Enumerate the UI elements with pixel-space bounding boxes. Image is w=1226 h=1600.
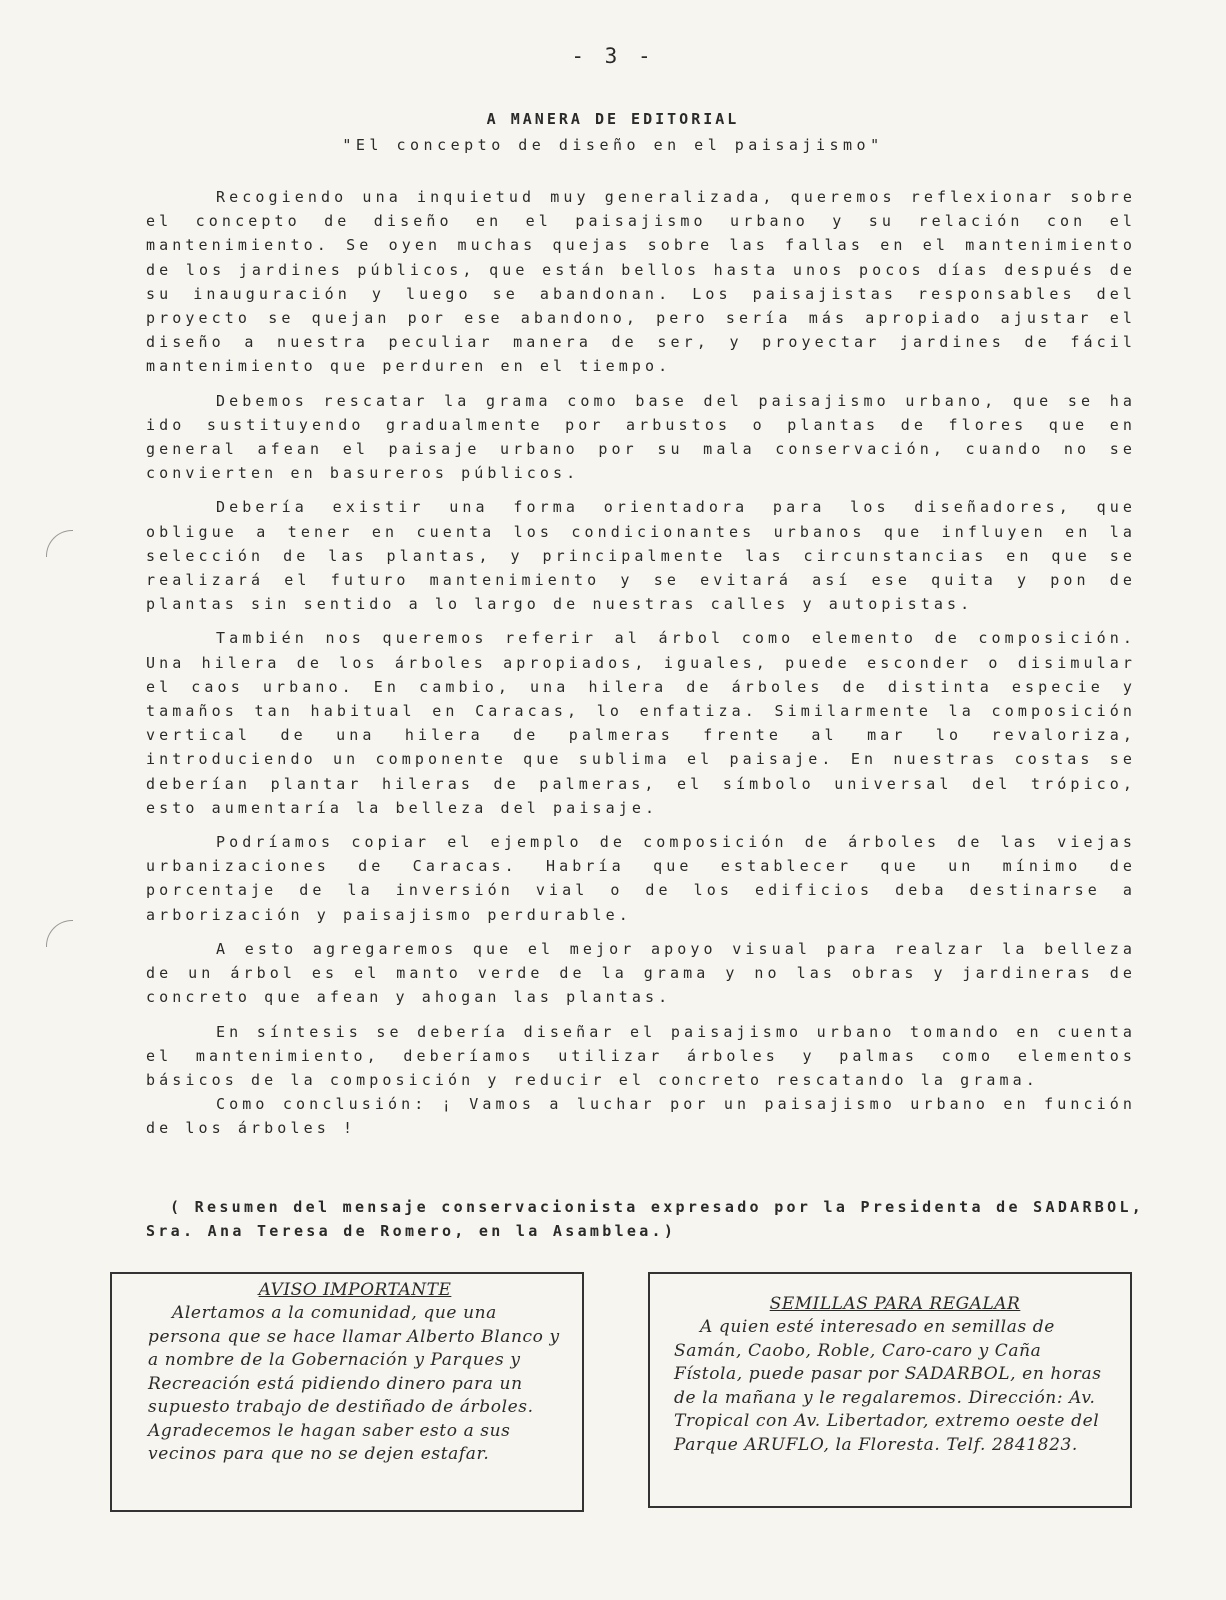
notice-seeds-body: A quien esté interesado en semillas de Samán, Caobo, Roble, Caro-caro y Caña Fístola, puede pasar por SADARBOL, en horas de la mañana y le regalaremos. Dirección: Av. Tropical con Av. Libertador, extremo oeste del Parque ARUFLO, la Floresta. Telf. 2841823. [674, 1317, 1102, 1455]
notice-important-title: AVISO IMPORTANTE [258, 1280, 452, 1300]
editorial-summary: ( Resumen del mensaje conservacionista expresado por la Presidenta de SADARBOL, Sra. Ana Teresa de Romero, en la Asamblea.) [146, 1198, 1145, 1240]
editorial-paragraph: También nos queremos referir al árbol como elemento de composición. Una hilera de los árboles apropiados, iguales, puede esconder o disimular el caos urbano. En cambio, una hilera de árboles de distinta especie y tamaños tan habitual en Caracas, lo enfatiza. Similarmente la composición vertical de una hilera de palmeras frente al mar lo revaloriza, introduciendo un componente que sublima el paisaje. En nuestras costas se deberían plantar hileras de palmeras, el símbolo universal del trópico, esto aumentaría la belleza del paisaje. [146, 629, 1136, 817]
notice-important [110, 1272, 584, 1512]
notice-seeds [648, 1272, 1132, 1508]
editorial-paragraph: En síntesis se debería diseñar el paisajismo urbano tomando en cuenta el mantenimiento, deberíamos utilizar árboles y palmas como elementos básicos de la composición y reducir el concreto rescatando la grama. [146, 1022, 1136, 1089]
notice-seeds-title: SEMILLAS PARA REGALAR [769, 1294, 1021, 1314]
editorial-paragraph: Debería existir una forma orientadora para los diseñadores, que obligue a tener en cuenta los condicionantes urbanos que influyen en la selección de las plantas, y principalmente las circunstancias en que se realizará el futuro mantenimiento y se evitará así ese quita y pon de plantas sin sentido a lo largo de nuestras calles y autopistas. [146, 498, 1136, 614]
editorial-title: A MANERA DE EDITORIAL [486, 110, 740, 128]
notice-important-body: Alertamos a la comunidad, que una persona que se hace llamar Alberto Blanco y a nombre de la Gobernación y Parques y Recreación está pidiendo dinero para un supuesto trabajo de destiñado de árboles. Agradecemos le hagan saber esto a sus vecinos para que no se dejen estafar. [148, 1303, 560, 1464]
editorial-paragraph: Debemos rescatar la grama como base del paisajismo urbano, que se ha ido sustituyendo gradualmente por arbustos o plantas de flores que en general afean el paisaje urbano por su mala conservación, cuando no se convierten en basureros públicos. [146, 391, 1136, 483]
editorial-conclusion: Como conclusión: ¡ Vamos a luchar por un paisajismo urbano en función de los árboles ! [146, 1095, 1136, 1138]
margin-mark [46, 530, 73, 557]
margin-mark [46, 920, 73, 947]
page-number: - 3 - [571, 44, 655, 68]
editorial-paragraph: A esto agregaremos que el mejor apoyo visual para realzar la belleza de un árbol es el manto verde de la grama y no las obras y jardineras de concreto que afean y ahogan las plantas. [146, 939, 1136, 1007]
editorial-subtitle: "El concepto de diseño en el paisajismo" [342, 136, 884, 154]
editorial-body [146, 185, 1136, 1151]
editorial-paragraph: Podríamos copiar el ejemplo de composición de árboles de las viejas urbanizaciones de Caracas. Habría que establecer que un mínimo de porcentaje de la inversión vial o de los edificios deba destinarse a arborización y paisajismo perdurable. [146, 833, 1136, 924]
editorial-paragraph: Recogiendo una inquietud muy generalizada, queremos reflexionar sobre el concepto de diseño en el paisajismo urbano y su relación con el mantenimiento. Se oyen muchas quejas sobre las fallas en el mantenimiento de los jardines públicos, que están bellos hasta unos pocos días después de su inauguración y luego se abandonan. Los paisajistas responsables del proyecto se quejan por ese abandono, pero sería más apropiado ajustar el diseño a nuestra peculiar manera de ser, y proyectar jardines de fácil mantenimiento que perduren en el tiempo. [146, 188, 1136, 376]
